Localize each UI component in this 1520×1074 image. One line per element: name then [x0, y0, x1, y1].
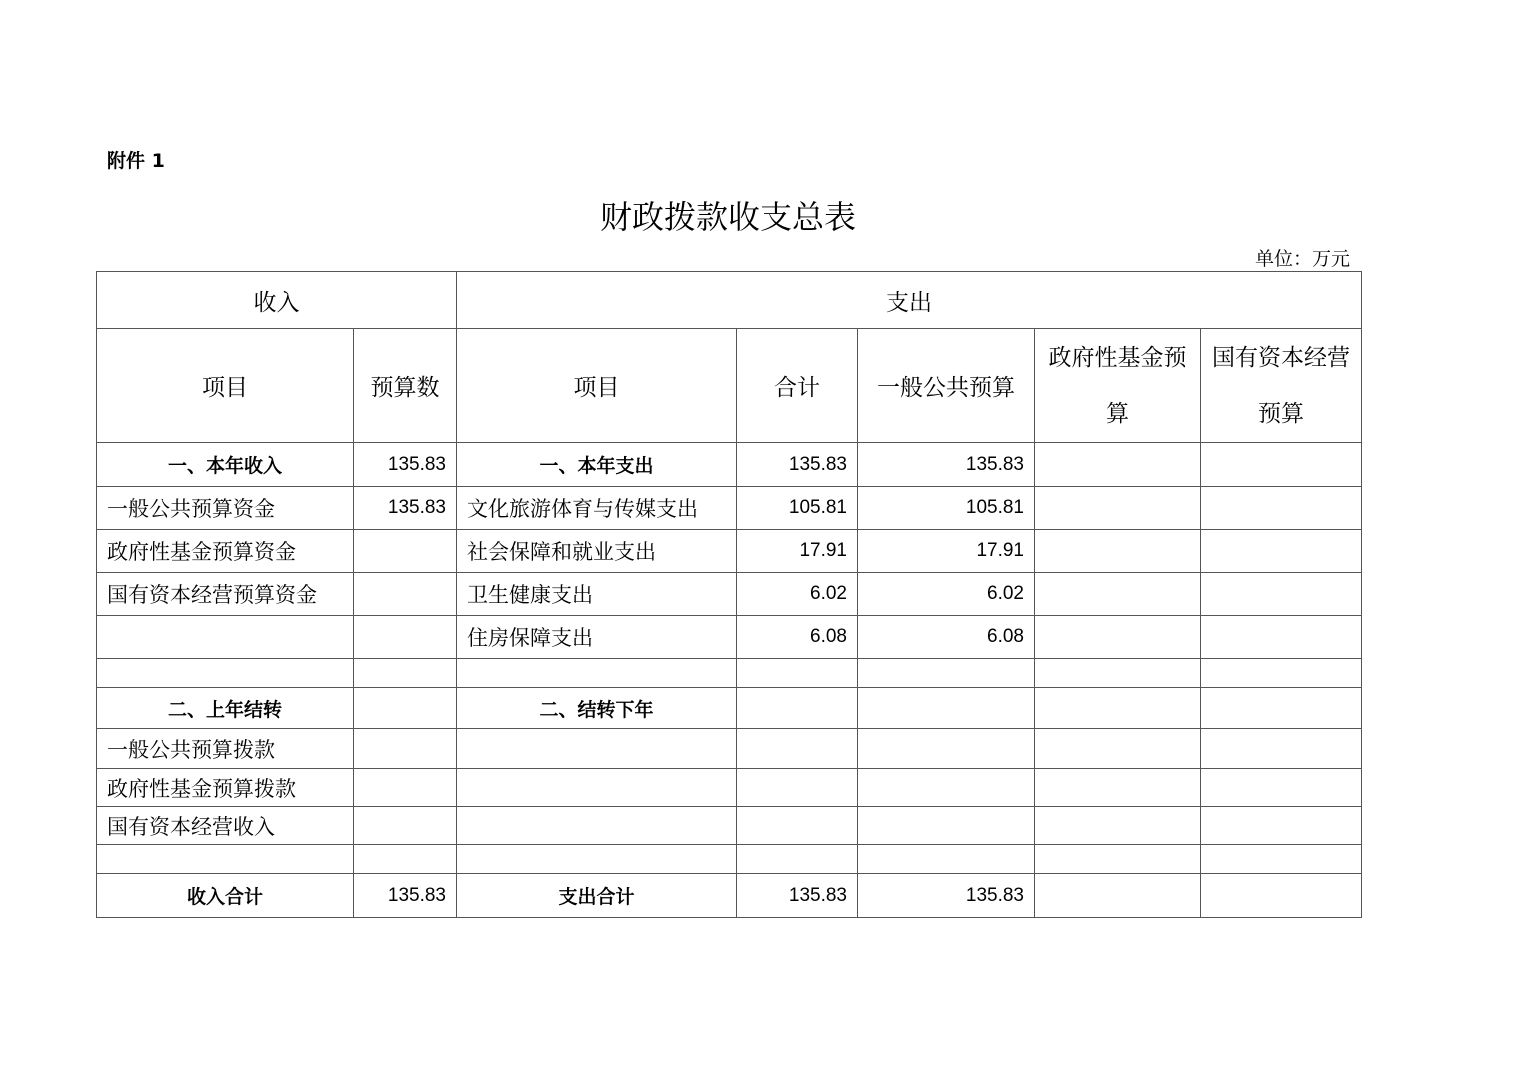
income-budget-cell [354, 616, 457, 659]
general-budget-cell: 105.81 [858, 487, 1035, 530]
table-row [97, 688, 1362, 729]
income-item-cell: 国有资本经营收入 [97, 807, 354, 845]
income-item-cell: 收入合计 [97, 874, 354, 918]
expense-total-cell: 6.02 [737, 573, 858, 616]
table-row [97, 845, 1362, 874]
expense-item-cell [457, 807, 737, 845]
income-budget-cell: 135.83 [354, 443, 457, 487]
general-budget-cell [858, 769, 1035, 807]
income-item-cell: 政府性基金预算资金 [97, 530, 354, 573]
expense-item-cell [457, 729, 737, 769]
expense-total-cell: 135.83 [737, 443, 858, 487]
income-budget-cell [354, 729, 457, 769]
expense-item-cell [457, 769, 737, 807]
expense-total-cell: 17.91 [737, 530, 858, 573]
gov-fund-cell [1035, 688, 1201, 729]
income-budget-cell [354, 769, 457, 807]
general-budget-cell: 17.91 [858, 530, 1035, 573]
general-budget-cell: 6.02 [858, 573, 1035, 616]
gov-fund-budget-header: 政府性基金预算 [1035, 329, 1201, 443]
income-item-header: 项目 [97, 329, 354, 443]
gov-fund-cell [1035, 443, 1201, 487]
state-capital-cell [1201, 573, 1362, 616]
income-budget-header: 预算数 [354, 329, 457, 443]
state-capital-cell [1201, 616, 1362, 659]
expense-total-cell: 135.83 [737, 874, 858, 918]
general-budget-header: 一般公共预算 [858, 329, 1035, 443]
income-budget-cell [354, 659, 457, 688]
income-item-cell [97, 616, 354, 659]
expense-total-cell [737, 688, 858, 729]
table-row [97, 769, 1362, 807]
gov-fund-cell [1035, 573, 1201, 616]
expense-total-cell [737, 729, 858, 769]
table-row [97, 659, 1362, 688]
expense-total-cell: 105.81 [737, 487, 858, 530]
state-capital-cell [1201, 688, 1362, 729]
expense-item-cell [457, 659, 737, 688]
gov-fund-cell [1035, 807, 1201, 845]
general-budget-cell [858, 845, 1035, 874]
income-item-cell [97, 845, 354, 874]
state-capital-cell [1201, 874, 1362, 918]
expense-item-cell: 二、结转下年 [457, 688, 737, 729]
gov-fund-cell [1035, 530, 1201, 573]
table-row [97, 616, 1362, 659]
expense-item-cell: 社会保障和就业支出 [457, 530, 737, 573]
expense-item-cell: 一、本年支出 [457, 443, 737, 487]
state-capital-cell [1201, 807, 1362, 845]
state-capital-cell [1201, 659, 1362, 688]
income-budget-cell: 135.83 [354, 487, 457, 530]
gov-fund-cell [1035, 845, 1201, 874]
income-budget-cell [354, 845, 457, 874]
state-capital-budget-header: 国有资本经营预算 [1201, 329, 1362, 443]
gov-fund-cell [1035, 616, 1201, 659]
unit-label: 单位：万元 [1254, 248, 1350, 270]
table-row [97, 729, 1362, 769]
income-item-cell: 国有资本经营预算资金 [97, 573, 354, 616]
income-item-cell: 一般公共预算拨款 [97, 729, 354, 769]
expense-total-cell [737, 807, 858, 845]
gov-fund-cell [1035, 769, 1201, 807]
state-capital-cell [1201, 769, 1362, 807]
income-budget-cell: 135.83 [354, 874, 457, 918]
expense-item-header: 项目 [457, 329, 737, 443]
gov-fund-cell [1035, 874, 1201, 918]
table-row [97, 874, 1362, 918]
state-capital-cell [1201, 729, 1362, 769]
gov-fund-cell [1035, 487, 1201, 530]
expense-total-cell [737, 659, 858, 688]
state-capital-cell [1201, 530, 1362, 573]
income-budget-cell [354, 530, 457, 573]
attachment-label: 附件 1 [107, 150, 165, 172]
general-budget-cell [858, 688, 1035, 729]
general-budget-cell [858, 729, 1035, 769]
expense-total-cell [737, 845, 858, 874]
expense-header: 支出 [457, 272, 1362, 329]
income-item-cell [97, 659, 354, 688]
income-item-cell: 二、上年结转 [97, 688, 354, 729]
table-row [97, 530, 1362, 573]
state-capital-cell [1201, 845, 1362, 874]
income-item-cell: 一、本年收入 [97, 443, 354, 487]
state-capital-cell [1201, 487, 1362, 530]
expense-total-cell [737, 769, 858, 807]
expense-total-header: 合计 [737, 329, 858, 443]
table-row [97, 487, 1362, 530]
gov-fund-cell [1035, 659, 1201, 688]
page-title: 财政拨款收支总表 [599, 198, 856, 236]
expense-item-cell: 住房保障支出 [457, 616, 737, 659]
expense-item-cell: 卫生健康支出 [457, 573, 737, 616]
income-budget-cell [354, 573, 457, 616]
income-header: 收入 [97, 272, 457, 329]
gov-fund-cell [1035, 729, 1201, 769]
state-capital-cell [1201, 443, 1362, 487]
general-budget-cell: 135.83 [858, 443, 1035, 487]
table-row [97, 573, 1362, 616]
general-budget-cell [858, 659, 1035, 688]
general-budget-cell: 6.08 [858, 616, 1035, 659]
table-row [97, 443, 1362, 487]
expense-item-cell: 文化旅游体育与传媒支出 [457, 487, 737, 530]
income-budget-cell [354, 807, 457, 845]
general-budget-cell: 135.83 [858, 874, 1035, 918]
general-budget-cell [858, 807, 1035, 845]
income-item-cell: 一般公共预算资金 [97, 487, 354, 530]
budget-summary-table [96, 271, 1362, 918]
income-budget-cell [354, 688, 457, 729]
expense-item-cell [457, 845, 737, 874]
income-item-cell: 政府性基金预算拨款 [97, 769, 354, 807]
table-row [97, 807, 1362, 845]
expense-total-cell: 6.08 [737, 616, 858, 659]
expense-item-cell: 支出合计 [457, 874, 737, 918]
